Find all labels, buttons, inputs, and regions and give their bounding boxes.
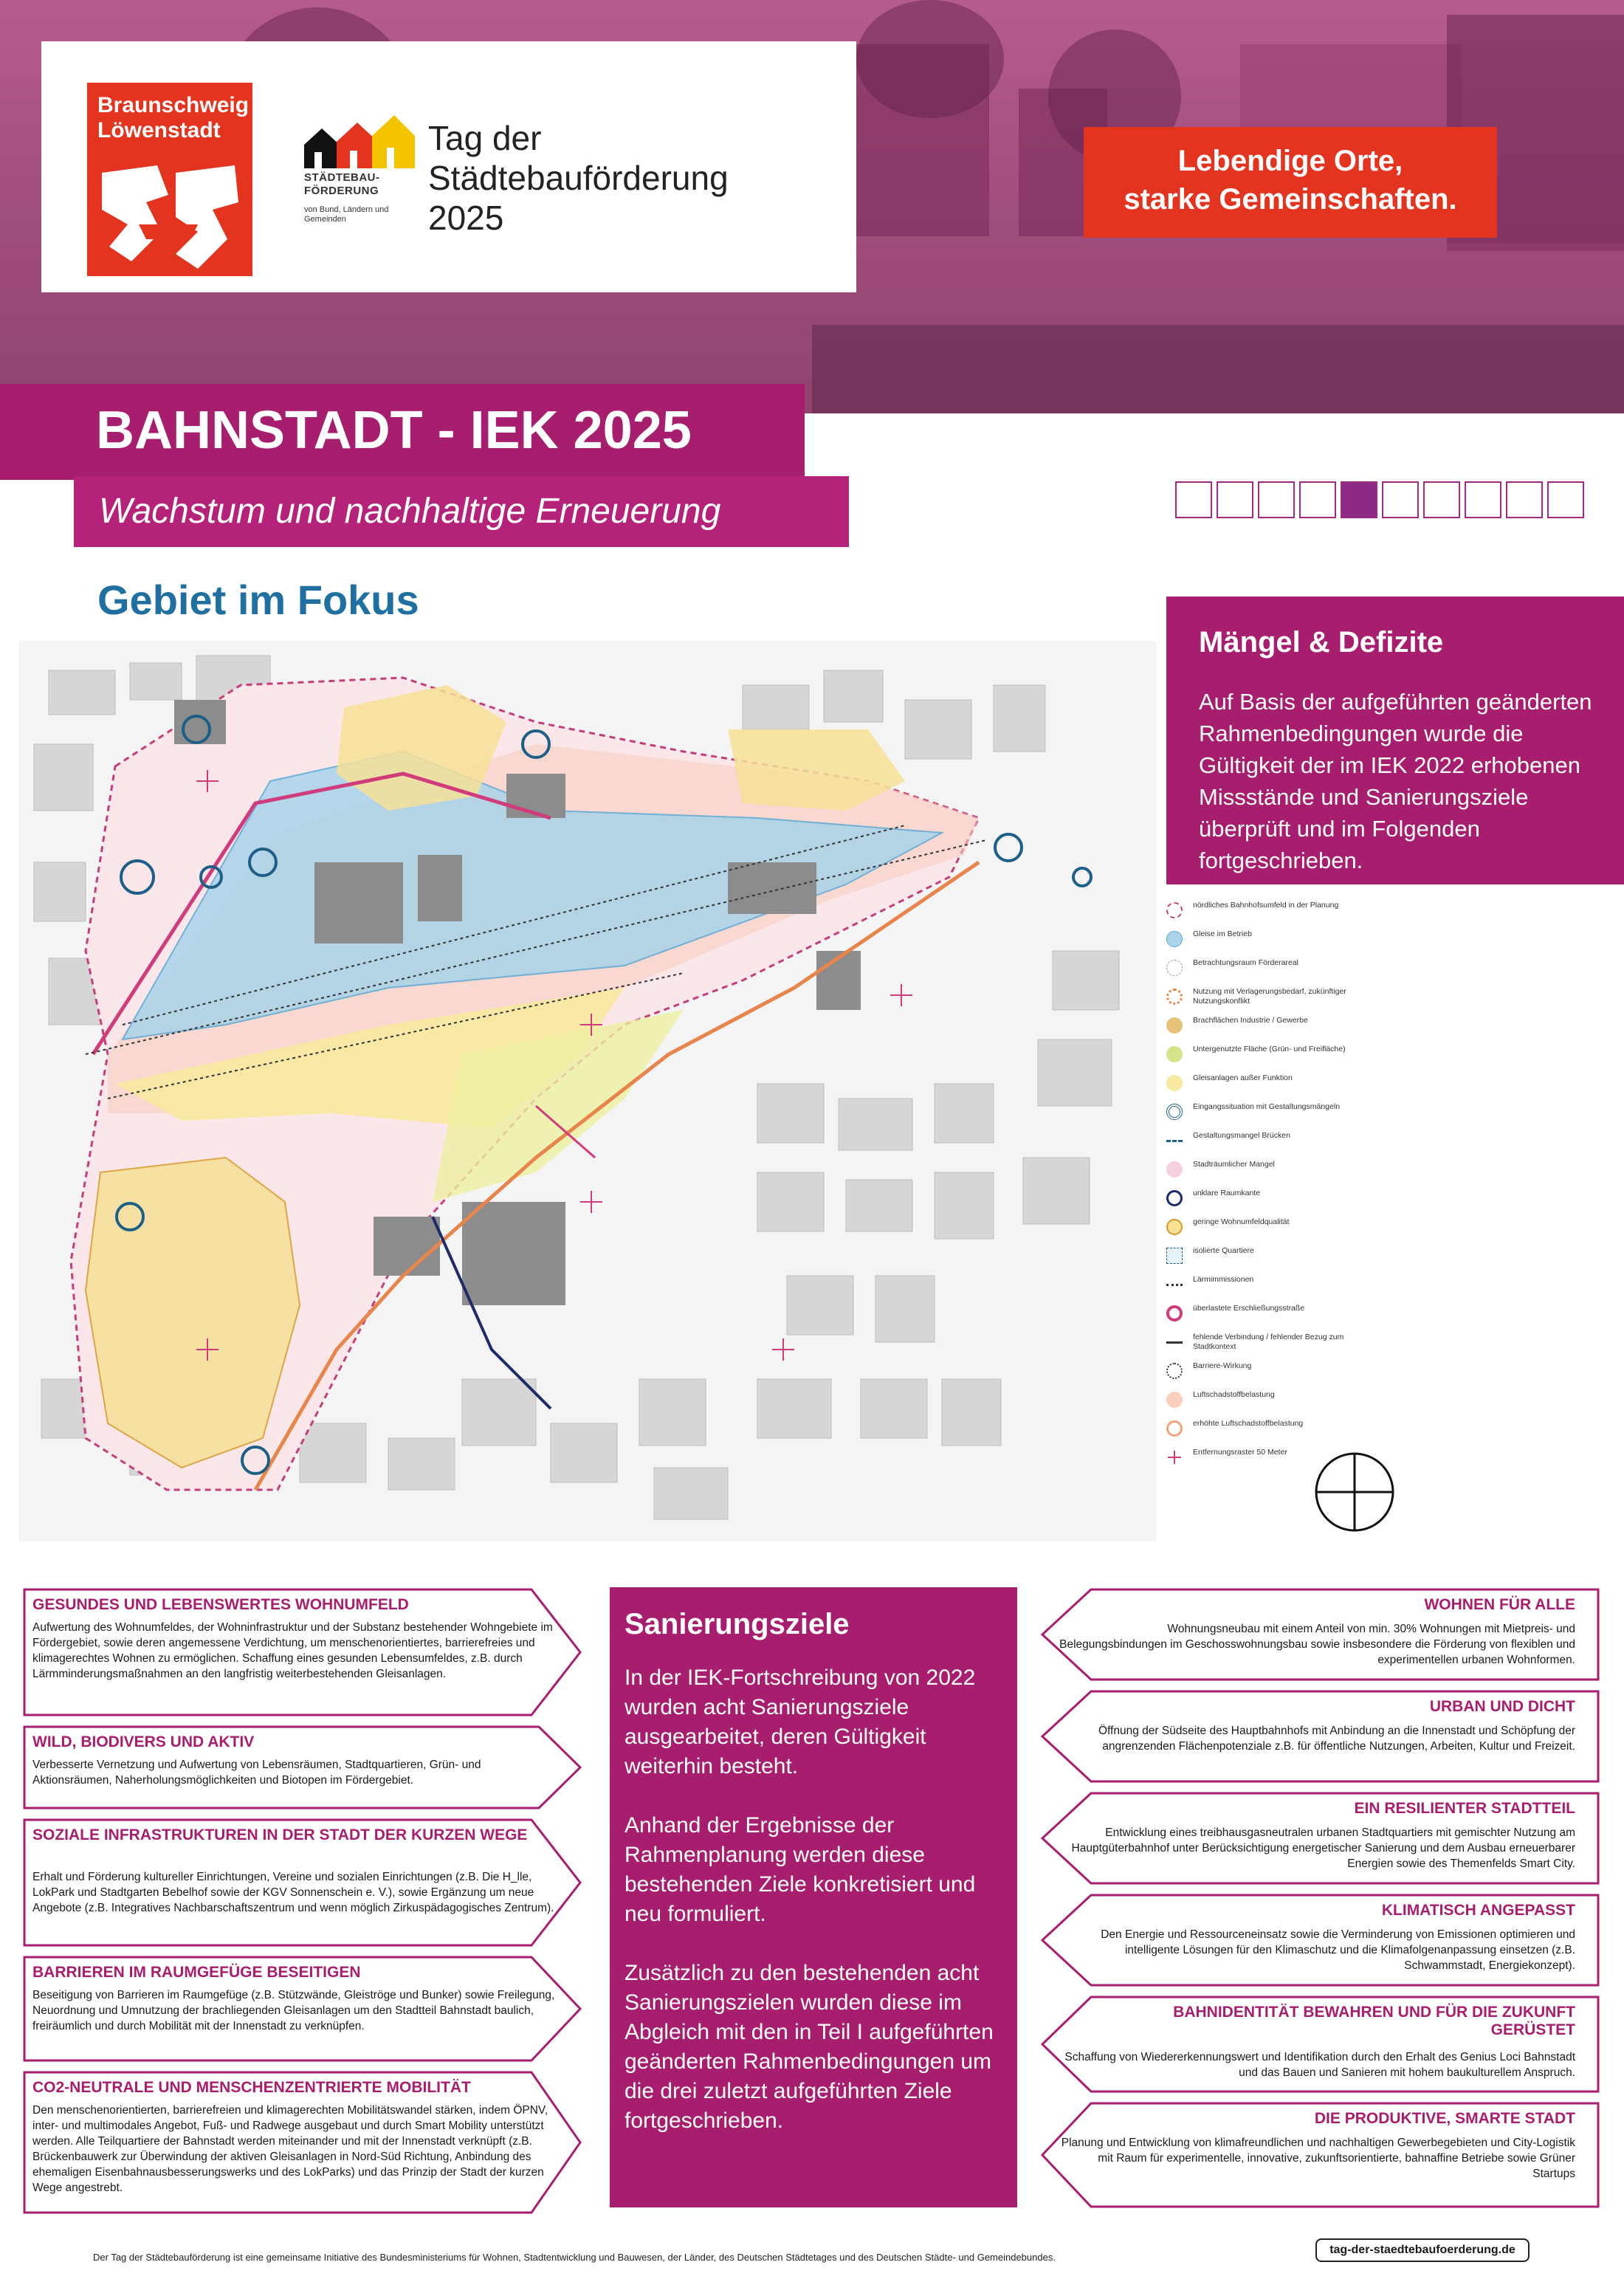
page-square-8	[1465, 481, 1501, 518]
deficits-box	[1166, 597, 1624, 884]
page-square-4	[1299, 481, 1336, 518]
houses-icon	[304, 115, 415, 168]
legend-item: erhöhte Luftschadstoffbelastung	[1166, 1419, 1476, 1441]
page-square-5-active	[1341, 481, 1377, 518]
page-square-1	[1175, 481, 1212, 518]
legend-item: Betrachtungsraum Förderareal	[1166, 958, 1476, 980]
deficits-title: Mängel & Defizite	[1199, 626, 1444, 659]
goal-card-right: URBAN UND DICHT Öffnung der Südseite des Hauptbahnhofs mit Anbindung an die Innenstadt und Schöpfung der angrenzenden Flächenpotenziale z.B. für öffentliche Nutzungen, Arbeiten, Kultur und Freizeit.	[1039, 1689, 1600, 1784]
legend-item: Barriere-Wirkung	[1166, 1361, 1476, 1384]
legend-item: nördliches Bahnhofsumfeld in der Planung	[1166, 901, 1476, 923]
tds-logo-subtext: von Bund, Ländern und Gemeinden	[304, 205, 389, 224]
page-indicator	[1175, 481, 1589, 518]
legend-item: Gestaltungsmangel Brücken	[1166, 1131, 1476, 1153]
deficits-text: Auf Basis der aufgeführten geänderten Rahmenbedingungen wurde die Gültigkeit der im IEK 2022 erhobenen Missstände und Sanierungsziele überprüft und im Folgenden fortgeschrieben.	[1199, 689, 1592, 873]
lion-icon	[87, 151, 252, 276]
goal-card-left: WILD, BIODIVERS UND AKTIV Verbesserte Vernetzung und Aufwertung von Lebensräumen, Stadtquartieren, Grün- und Aktionsräumen, Naherholungsmöglichkeiten und Biotopen im Fördergebiet.	[22, 1725, 583, 1810]
legend-item: isolierte Quartiere	[1166, 1246, 1476, 1268]
legend-item: geringe Wohnumfeldqualität	[1166, 1217, 1476, 1240]
page-square-9	[1506, 481, 1543, 518]
event-title: Tag der Städtebauförderung 2025	[428, 119, 729, 237]
legend-item: Nutzung mit Verlagerungsbedarf, zukünftiger Nutzungskonflikt	[1166, 987, 1476, 1009]
goal-card-right: EIN RESILIENTER STADTTEIL Entwicklung eines treibhausgasneutralen urbanen Stadtquartiers mit gemischter Nutzung am Hauptgüterbahnhof unter Berücksichtigung energetischer Sanierung und dem Ausbau erneuerbarer Energien sowie des Themenfelds Smart City.	[1039, 1791, 1600, 1886]
page-subtitle: Wachstum und nachhaltige Erneuerung	[99, 492, 721, 531]
north-arrow-icon	[1314, 1451, 1395, 1533]
legend-item: Lärmimmissionen	[1166, 1275, 1476, 1297]
page-square-6	[1382, 481, 1419, 518]
legend-item: überlastete Erschließungsstraße	[1166, 1304, 1476, 1326]
map-legend	[1166, 901, 1476, 1477]
braunschweig-logo: Braunschweig Löwenstadt	[87, 83, 252, 276]
legend-item: Gleisanlagen außer Funktion	[1166, 1073, 1476, 1096]
legend-item: Entfernungsraster 50 Meter	[1166, 1448, 1476, 1470]
section-title-focus: Gebiet im Fokus	[97, 577, 419, 623]
sanierungsziele-title: Sanierungsziele	[625, 1608, 850, 1640]
goal-card-right: DIE PRODUKTIVE, SMARTE STADT Planung und Entwicklung von klimafreundlichen und nachhaltigen Gewerbegebieten und City-Logistik mit Raum für experimentelle, innovative, zukunftsorientierte, bahnaffine Betriebe sowie Grüner Startups	[1039, 2101, 1600, 2209]
legend-item: Brachflächen Industrie / Gewerbe	[1166, 1016, 1476, 1038]
page-square-3	[1258, 481, 1295, 518]
tds-logo-text: STÄDTEBAU- FÖRDERUNG	[304, 171, 380, 197]
footer-url-link[interactable]: tag-der-staedtebaufoerderung.de	[1315, 2238, 1530, 2262]
goal-card-left: GESUNDES UND LEBENSWERTES WOHNUMFELD Aufwertung des Wohnumfeldes, der Wohninfrastruktur und der Substanz bestehender Wohngebiete im Fördergebiet, sowie deren angemessene Verdichtung, um menschenorientiertes, barrierefreies und klimagerechtes Wohnen zu ermöglichen. Schaffung eines gesunden Lebensumfeldes, z.B. durch Lärmminderungsmaßnahmen an den langfristig weiterbestehenden Gleisanlagen.	[22, 1587, 583, 1717]
page-square-2	[1217, 481, 1253, 518]
legend-item: Luftschadstoffbelastung	[1166, 1390, 1476, 1412]
legend-item: Eingangssituation mit Gestaltungsmängeln	[1166, 1102, 1476, 1124]
goal-card-left: BARRIEREN IM RAUMGEFÜGE BESEITIGEN Beseitigung von Barrieren im Raumgefüge (z.B. Stützwände, Gleiströge und Bunker) sowie Freilegung, Neuordnung und Umnutzung der brachliegenden Gleisanlagen um den Stadtteil Bahnstadt baulich, freiräumlich und durch Mobilität mit der Innenstadt zu verknüpfen.	[22, 1955, 583, 2063]
legend-item: Untergenutzte Fläche (Grün- und Freifläche)	[1166, 1045, 1476, 1067]
goal-card-right: WOHNEN FÜR ALLE Wohnungsneubau mit einem Anteil von min. 30% Wohnungen mit Mietpreis- und Belegungsbindungen im Geschosswohnungsbau sowie insbesondere die Förderung von flexiblen und experimentellen urbanen Wohnformen.	[1039, 1587, 1600, 1682]
page-square-7	[1423, 481, 1460, 518]
goal-card-right: BAHNIDENTITÄT BEWAHREN UND FÜR DIE ZUKUNFT GERÜSTET Schaffung von Wiedererkennungswert und Identifikation durch den Erhalt des Genius Loci Bahnstadt und das Bauen und Sanieren mit hohem baukulturellem Anspruch.	[1039, 1995, 1600, 2094]
legend-item: unklare Raumkante	[1166, 1189, 1476, 1211]
goal-card-right: KLIMATISCH ANGEPASST Den Energie und Ressourceneinsatz sowie die Verminderung von Emissionen optimieren und intelligente Lösungen für den Klimaschutz und die Klimafolgenanpassung einsetzen (z.B. Schwammstadt, Energiekonzept).	[1039, 1893, 1600, 1987]
page-title: BAHNSTADT - IEK 2025	[96, 401, 692, 460]
slogan-banner: Lebendige Orte, starke Gemeinschaften.	[1084, 127, 1497, 238]
goal-card-left: CO2-NEUTRALE UND MENSCHENZENTRIERTE MOBILITÄT Den menschenorientierten, barrierefreien und klimagerechten Mobilitätswandel stärken, indem ÖPNV, inter- und multimodales Angebot, Fuß- und Radwege ausgebaut und durch Smart Mobility unterstützt werden. Alle Teilquartiere der Bahnstadt werden miteinander und mit der Innenstadt verknüpft (z.B. Brückenbauwerk zur Überwindung der aktiven Gleisanlagen in Nord-Süd Richtung, Anbindung des ehemaligen Eisenbahnausbesserungswerks und des LokParks) und das Prinzip der Stadt der kurzen Wege angestrebt.	[22, 2070, 583, 2215]
page-title-bar	[0, 384, 805, 480]
page-square-10	[1547, 481, 1584, 518]
legend-item: Gleise im Betrieb	[1166, 929, 1476, 952]
subtitle-bar	[74, 476, 849, 547]
footer-note: Der Tag der Städtebauförderung ist eine gemeinsame Initiative des Bundesministeriums für Wohnen, Stadtentwicklung und Bauwesen, der Länder, des Deutschen Städtetages und des Deutschen Städte- und Gemeindebundes.	[93, 2252, 1056, 2263]
area-map	[19, 641, 1156, 1541]
sanierungsziele-box	[610, 1587, 1017, 2207]
legend-item: fehlende Verbindung / fehlender Bezug zum Stadtkontext	[1166, 1333, 1476, 1355]
goal-card-left: SOZIALE INFRASTRUKTUREN IN DER STADT DER KURZEN WEGE Erhalt und Förderung kultureller Einrichtungen, Vereine und sozialen Einrichtungen (z.B. Die H_lle, LokPark und Stadtgarten Bebelhof sowie der KGV Sonnenschein e. V.), sowie Ergänzung um neue Angebote (z.B. Integratives Nachbarschaftszentrum und wenn möglich Zirkuspädagogisches Zentrum).	[22, 1818, 583, 1948]
legend-item: Stadträumlicher Mangel	[1166, 1160, 1476, 1182]
sanierungsziele-text: In der IEK-Fortschreibung von 2022 wurden acht Sanierungsziele ausgearbeitet, deren Gültigkeit weiterhin besteht. Anhand der Ergebnisse der Rahmenplanung werden diese bestehenden Ziele konkretisiert und neu formuliert. Zusätzlich zu den bestehenden acht Sanierungszielen wurden diese im Abgleich mit den in Teil I aufgeführten geänderten Rahmenbedingungen um die drei zuletzt aufgeführten Ziele fortgeschrieben.	[625, 1666, 994, 2133]
